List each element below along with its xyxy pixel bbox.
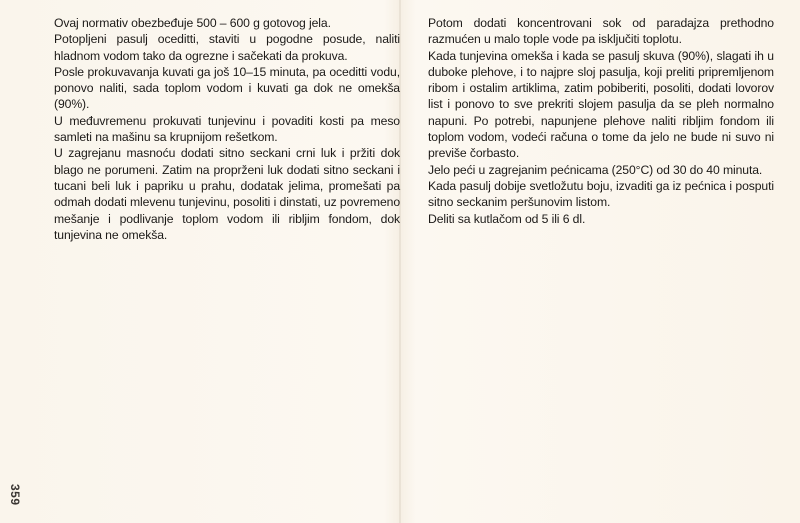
left-page-text — [54, 15, 400, 243]
paragraph-baking: Jelo peći u zagrejanim pećnicama (250°C) od 30 do 40 minuta. — [428, 162, 763, 177]
paragraph-yield: Ovaj normativ obezbeđuje 500 – 600 g gotovog jela. — [54, 16, 331, 30]
paragraph-boiling: Posle prokuvavanja kuvati ga još 10–15 minuta, pa oceditti vodu, ponovo naliti, sada toplom vodom i kuvati ga dok ne omekša (90%). — [54, 64, 400, 112]
paragraph-layering: Kada tunjevina omekša i kada se pasulj skuva (90%), slagati ih u duboke plehove, i to najpre sloj pasulja, koji preliti pripremljenom ribom i ostalim artiklima, zatim pobiberiti, posoliti, dodati lovorov list i ponovo to sve prekriti slojem pasulja da se pleh normalno napuni. Po potrebi, napunjene plehove naliti ribljim fondom ili toplom vodom, vodeći računa o tome da jelo ne bude ni suvo ni previše čorbasto. — [428, 48, 774, 161]
paragraph-garnish: Kada pasulj dobije svetložutu boju, izvaditi ga iz pećnica i posputi sitno seckanim peršunovim listom. — [428, 178, 774, 210]
paragraph-tuna-prep: U međuvremenu prokuvati tunjevinu i povaditi kosti pa meso samleti na mašinu sa krupnijom rešetkom. — [54, 113, 400, 145]
paragraph-sauteing: U zagrejanu masnoću dodati sitno seckani crni luk i pržiti dok blago ne porumeni. Zatim na proprženi luk dodati sitno seckani i tucani beli luk i papriku u prahu, dodatak jelima, promešati pa odmah dodati mlevenu tunjevinu, posoliti i dinstati, uz povremeno mešanje i podlivanje toplom vodom ili ribljim fondom, dok tunjevina ne omekša. — [54, 146, 400, 242]
paragraph-soaking: Potopljeni pasulj oceditti, staviti u pogodne posude, naliti hladnom vodom tako da ogrezne i sačekati da prokuva. — [54, 32, 400, 63]
paragraph-tomato: Potom dodati koncentrovani sok od paradajza prethodno razmućen u malo tople vode pa isključiti toplotu. — [428, 16, 774, 47]
page-number: 359 — [8, 484, 22, 506]
paragraph-serving: Deliti sa kutlačom od 5 ili 6 dl. — [428, 211, 586, 226]
right-page-text — [428, 15, 774, 227]
